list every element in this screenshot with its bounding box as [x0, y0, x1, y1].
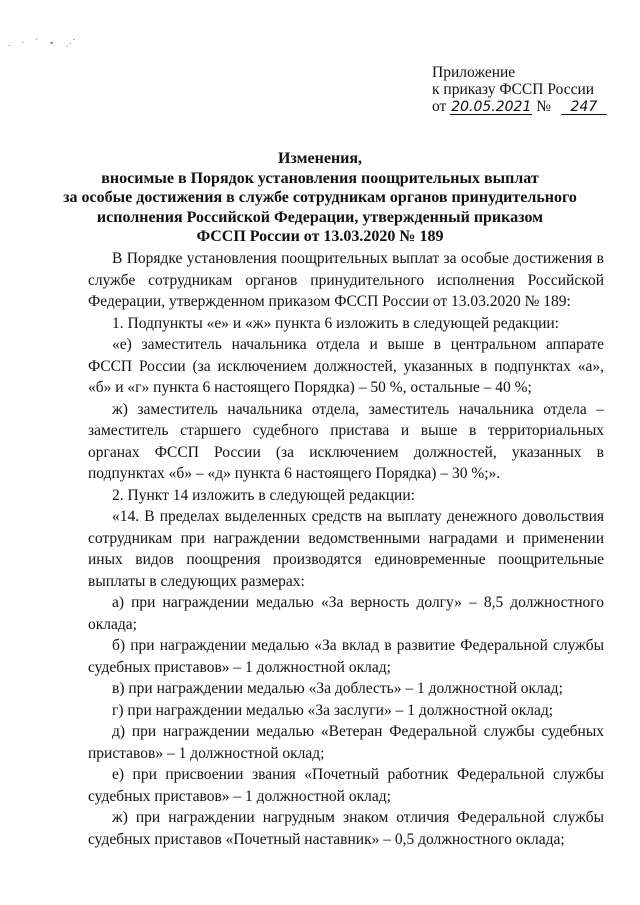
item-1-paragraph: 1. Подпункты «е» и «ж» пункта 6 изложить в следующей редакции:: [112, 314, 559, 332]
date-prefix: от: [432, 98, 447, 115]
document-title: [40, 149, 600, 247]
list-item-zh: ж) при награждении нагрудным знаком отличия Федеральной службы судебных приставов «Почетный наставник» – 0,5 должностного оклада;: [88, 809, 604, 848]
list-item-g: г) при награждении медалью «За заслуги» – 1 должностной оклад;: [112, 701, 554, 719]
title-line: вносимые в Порядок установления поощрительных выплат: [101, 169, 539, 187]
point-14-paragraph: «14. В пределах выделенных средств на выплату денежного довольствия сотрудникам при награждении ведомственными наградами и применении иных видов поощрения производятся единовременные поощрительные выплаты в следующих размерах:: [88, 508, 604, 590]
number-prefix: №: [536, 98, 552, 115]
list-item-a: а) при награждении медалью «За верность долгу» – 8,5 должностного оклада;: [88, 594, 604, 633]
title-line: за особые достижения в службе сотрудникам органов принудительного: [63, 189, 577, 206]
item-2-paragraph: 2. Пункт 14 изложить в следующей редакции:: [112, 486, 415, 504]
list-item-v: в) при награждении медалью «За доблесть» – 1 должностной оклад;: [112, 680, 563, 697]
list-item-b: б) при награждении медалью «За вклад в развитие Федеральной службы судебных приставов» – 1 должностной оклад;: [88, 637, 604, 676]
appendix-label: Приложение: [432, 64, 516, 81]
appendix-block: [432, 64, 607, 115]
list-item-d: д) при награждении медалью «Ветеран Федеральной службы судебных приставов» – 1 должностной оклад;: [88, 723, 604, 762]
list-item-e: е) при присвоении звания «Почетный работник Федеральной службы судебных приставов» – 1 должностной оклад;: [88, 766, 604, 805]
document-body: [88, 248, 604, 850]
subitem-e-paragraph: «е) заместитель начальника отдела и выше в центральном аппарате ФССП России (за исключением должностей, указанных в подпунктах «а», «б» и «г» пункта 6 настоящего Порядка) – 50 %, остальные – 40 %;: [88, 336, 604, 396]
handwritten-number: 247: [561, 100, 607, 115]
title-line: Изменения,: [277, 150, 363, 167]
title-line: исполнения Российской Федерации, утвержденный приказом: [96, 208, 544, 226]
appendix-order-ref: к приказу ФССП России: [432, 81, 595, 98]
intro-paragraph: В Порядке установления поощрительных выплат за особые достижения в службе сотрудникам органов принудительного исполнения Российской Федерации, утвержденном приказом ФССП России от 13.03.2020 № 189:: [88, 250, 604, 310]
handwritten-date: 20.05.2021: [451, 99, 532, 115]
subitem-zh-paragraph: ж) заместитель начальника отдела, заместитель начальника отдела – заместитель старшего судебного пристава и выше в территориальных органах ФССП России (за исключением должностей, указанных в подпунктах «б» – «д» пункта 6 настоящего Порядка) – 30 %;».: [88, 400, 604, 482]
appendix-date-line: [432, 98, 607, 115]
title-line: ФССП России от 13.03.2020 № 189: [196, 228, 444, 245]
scan-marks: . · ` ⋆ ⋰: [8, 38, 80, 49]
